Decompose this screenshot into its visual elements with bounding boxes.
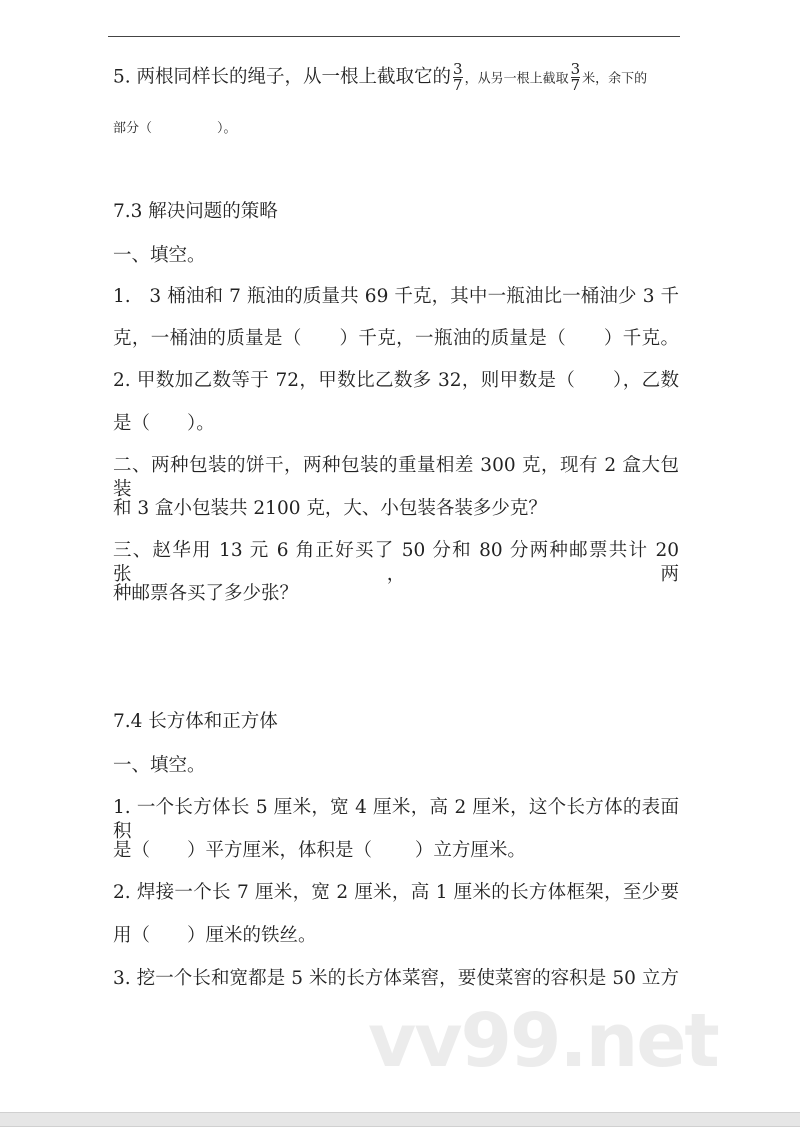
text-line: 2. 焊接一个长 7 厘米，宽 2 厘米，高 1 厘米的长方体框架，至少要	[113, 882, 679, 903]
watermark: vv99.net	[368, 998, 718, 1084]
text-line: 种邮票各买了多少张？	[113, 583, 299, 604]
numerator: 3	[570, 60, 581, 78]
text-line: 2. 甲数加乙数等于 72，甲数比乙数多 32，则甲数是（ ），乙数	[113, 370, 679, 391]
numerator: 3	[453, 60, 463, 78]
fraction-3-7	[453, 62, 463, 93]
section-title-7-3: 7.3 解决问题的策略	[113, 201, 278, 222]
text-line: 1. 3 桶油和 7 瓶油的质量共 69 千克，其中一瓶油比一桶油少 3 千	[113, 286, 679, 307]
fill-heading: 一、填空。	[113, 755, 206, 776]
question-5-line2: 部分（ ）。	[113, 121, 237, 136]
question-5	[113, 62, 679, 93]
text-line: 1. 一个长方体长 5 厘米，宽 4 厘米，高 2 厘米，这个长方体的表面积	[113, 797, 679, 842]
q5-text: ，从另一根上截取	[464, 71, 569, 87]
page-separator	[0, 1112, 800, 1127]
text-line: 和 3 盒小包装共 2100 克，大、小包装各装多少克？	[113, 498, 547, 519]
text-line: 二、两种包装的饼干，两种包装的重量相差 300 克，现有 2 盒大包装	[113, 455, 679, 500]
text-line: 是（ ）平方厘米，体积是（ ）立方厘米。	[113, 840, 526, 861]
denominator: 7	[570, 76, 581, 94]
text-line: 用（ ）厘米的铁丝。	[113, 925, 317, 946]
text-line: 3. 挖一个长和宽都是 5 米的长方体菜窖，要使菜窖的容积是 50 立方	[113, 968, 679, 989]
q5-text: 5. 两根同样长的绳子，从一根上截取它的	[113, 66, 452, 88]
fill-heading: 一、填空。	[113, 245, 206, 266]
text-line: 克，一桶油的质量是（ ）千克，一瓶油的质量是（ ）千克。	[113, 328, 679, 349]
denominator: 7	[453, 76, 463, 94]
section-title-7-4: 7.4 长方体和正方体	[113, 711, 278, 732]
text-line: 是（ ）。	[113, 413, 215, 434]
q5-text: 米，余下的	[582, 71, 648, 87]
text-line: 三、赵华用 13 元 6 角正好买了 50 分和 80 分两种邮票共计 20 张，两	[113, 540, 679, 585]
header-rule	[108, 36, 680, 37]
fraction-3-7	[571, 62, 581, 93]
